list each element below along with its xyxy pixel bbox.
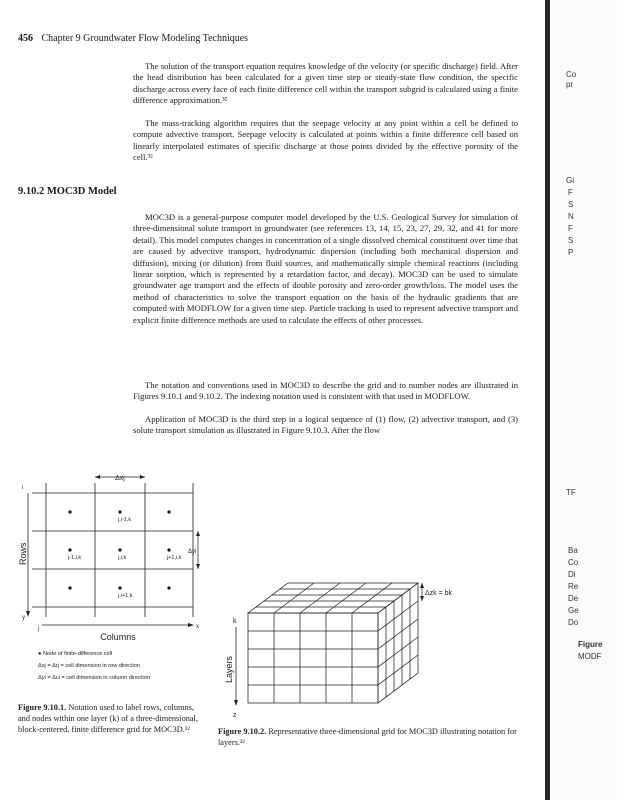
- running-header: [18, 33, 248, 44]
- axis-j-label: j: [38, 626, 40, 632]
- adjacent-page-edge: Co pr Gi F S N F S P TF Ba Co Di Re De Ge Do Figure MODF: [552, 0, 617, 800]
- paragraph-mass-tracking: The mass-tracking algorithm requires that the seepage velocity at any point within a cell be defined to compute advective transport. Seepage velocity is calculated at points within a finite difference cell based on linearly interpolated estimates of specific discharge at those points divided by the effective porosity of the cell.³²: [133, 118, 518, 163]
- rows-label: Rows: [18, 542, 28, 565]
- paragraph-velocity: The solution of the transport equation requires knowledge of the velocity (or specific discharge) field. After the head distribution has been calculated for a given time step or steady-state flow condition, the specific discharge across every face of each finite difference cell within the transport subgrid is calculated using a finite difference approximation.³²: [133, 61, 518, 106]
- section-heading: 9.10.2 MOC3D Model: [18, 186, 117, 197]
- figure-2-caption: Figure 9.10.2. Representative three-dimensional grid for MOC3D illustrating notation for layers.³²: [218, 727, 517, 747]
- node-label: j,i+1,k: [118, 593, 133, 599]
- paragraph-moc3d-intro: MOC3D is a general-purpose computer model developed by the U.S. Geological Survey for simulation of three-dimensional solute transport in groundwater (see references 13, 14, 15, 23, 27, 29, 32, and 41 for more detail). This model computes changes in concentration of a single dissolved chemical constituent over time that are caused by advective transport, hydrodynamic dispersion (including both mechanical dispersion and diffusion), mixing (or dilution) from fluid sources, and mathematically simple chemical reactions (including linear sorption, which is represented by a retardation factor, and decay). MOC3D can be used to simulate groundwater age transport and the effects of double porosity and zero-order growth/loss. The model uses the method of characteristics to solve the transport equation on the basis of the hydraulic gradients that are computed with MODFLOW for a given time step. Particle tracking is used to represent advective transport and explicit finite difference methods are used to calculate the effects of other processes.: [133, 212, 518, 325]
- figure-grid-notation: [18, 465, 203, 650]
- columns-label: Columns: [100, 632, 136, 642]
- dx-label: Δxj: [115, 475, 125, 482]
- node-label: j+1,i,k: [167, 555, 182, 561]
- node-label: j-1,i,k: [68, 555, 82, 561]
- axis-i-label: i: [22, 485, 24, 491]
- page-binding: [545, 0, 550, 800]
- axis-k-label: k: [233, 618, 237, 625]
- figure-3d-grid: [218, 575, 453, 735]
- page-number: 456: [18, 33, 33, 44]
- legend-node: ● Node of finite-difference cell: [38, 651, 113, 657]
- paragraph-notation: The notation and conventions used in MOC3D to describe the grid and to number nodes are illustrated in Figures 9.10.1 and 9.10.2. The indexing notation used is consistent with that used in MODFLOW.: [133, 380, 518, 402]
- dy-label: Δyi: [188, 549, 197, 555]
- axis-y-label: y: [22, 615, 25, 621]
- legend-row-dim: Δxj = Δrj = cell dimension in row direction: [38, 663, 140, 669]
- dz-label: Δzk = bk: [425, 590, 453, 597]
- legend-col-dim: Δyi = Δci = cell dimension in column direction: [38, 675, 150, 681]
- chapter-title: Chapter 9 Groundwater Flow Modeling Techniques: [41, 33, 249, 44]
- node-label: j,i,k: [118, 555, 127, 561]
- figure-1-caption: Figure 9.10.1. Notation used to label rows, columns, and nodes within one layer (k) of a three-dimensional, block-centered, finite difference grid for MOC3D.³²: [18, 703, 198, 734]
- axis-x-label: x: [196, 624, 199, 630]
- paragraph-application: Application of MOC3D is the third step in a logical sequence of (1) flow, (2) advective transport, and (3) solute transport simulation as illustrated in Figure 9.10.3. After the flow: [133, 414, 518, 436]
- layers-label: Layers: [224, 655, 234, 683]
- node-label: j,i-1,k: [118, 517, 132, 523]
- axis-z-label: z: [233, 712, 237, 719]
